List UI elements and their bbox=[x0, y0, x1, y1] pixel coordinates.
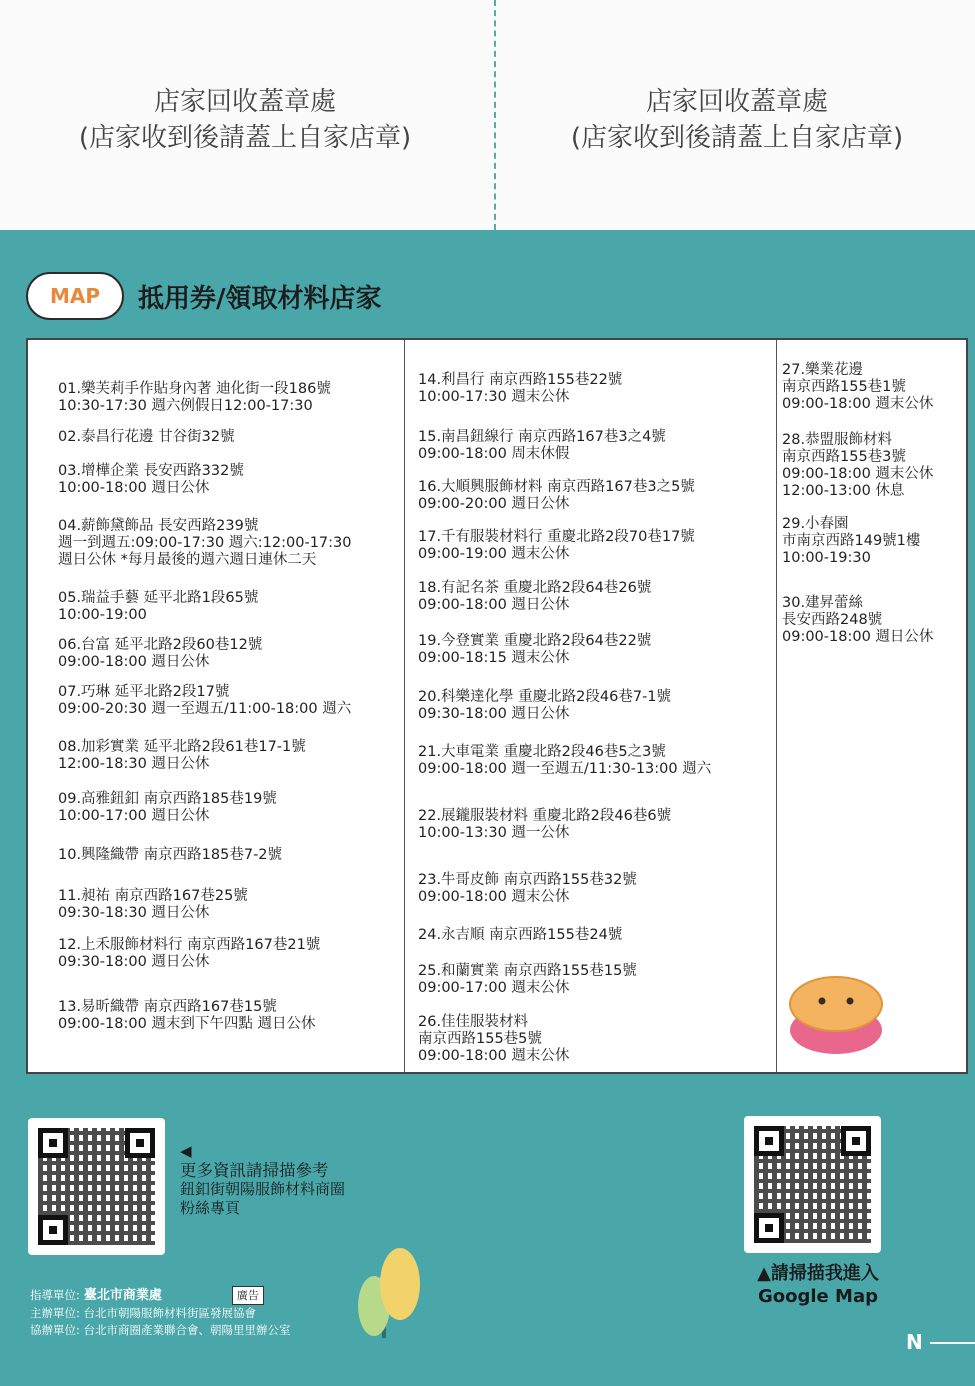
google-map-qr-code[interactable] bbox=[744, 1116, 881, 1253]
store-name: 07.巧琳 延平北路2段17號 bbox=[58, 684, 230, 700]
store-item bbox=[418, 808, 671, 842]
store-item bbox=[418, 872, 637, 906]
store-hours: 09:00-18:00 週一至週五/11:30-13:00 週六 bbox=[418, 761, 712, 777]
store-name: 17.千有服裝材料行 重慶北路2段70巷17號 bbox=[418, 529, 695, 545]
store-name: 08.加彩實業 延平北路2段61巷17-1號 bbox=[58, 739, 306, 755]
store-address: 南京西路155巷5號 bbox=[418, 1031, 542, 1047]
store-item bbox=[418, 1014, 569, 1065]
store-item bbox=[418, 429, 666, 463]
store-item bbox=[58, 888, 248, 922]
store-item bbox=[58, 463, 244, 497]
store-hours: 09:00-18:00 週末公休 bbox=[418, 1048, 570, 1064]
qr-finder bbox=[841, 1126, 871, 1156]
page-marker-line bbox=[930, 1342, 975, 1344]
facebook-qr-code[interactable] bbox=[28, 1118, 165, 1255]
stamp-note: (店家收到後請蓋上自家店章) bbox=[570, 123, 904, 153]
store-address: 南京西路155巷1號 bbox=[782, 379, 906, 395]
store-name: 14.利昌行 南京西路155巷22號 bbox=[418, 372, 623, 388]
perforation-line bbox=[494, 0, 496, 230]
store-item bbox=[418, 927, 622, 944]
qr-finder bbox=[38, 1128, 68, 1158]
store-name: 26.佳佳服裝材料 bbox=[418, 1014, 529, 1030]
store-item bbox=[58, 429, 235, 446]
more-info-line: 粉絲專頁 bbox=[180, 1199, 241, 1217]
stamp-note: (店家收到後請蓋上自家店章) bbox=[78, 123, 412, 153]
store-hours: 10:00-17:30 週末公休 bbox=[418, 389, 570, 405]
store-item bbox=[418, 744, 711, 778]
store-item bbox=[58, 590, 258, 624]
store-address: 長安西路248號 bbox=[782, 612, 883, 628]
credits-block bbox=[30, 1286, 291, 1339]
store-name: 03.增樺企業 長安西路332號 bbox=[58, 463, 244, 479]
map-badge: MAP bbox=[26, 272, 124, 320]
store-name: 23.牛哥皮飾 南京西路155巷32號 bbox=[418, 872, 637, 888]
button-hole bbox=[847, 998, 854, 1005]
store-hours: 09:00-20:30 週一至週五/11:00-18:00 週六 bbox=[58, 701, 352, 717]
qr-finder bbox=[754, 1126, 784, 1156]
stamp-box-right bbox=[522, 84, 952, 156]
store-hours: 10:00-13:30 週一公休 bbox=[418, 825, 570, 841]
store-hours: 10:00-19:00 bbox=[58, 607, 147, 623]
store-name: 28.恭盟服飾材料 bbox=[782, 432, 893, 448]
store-name: 19.今登實業 重慶北路2段64巷22號 bbox=[418, 633, 652, 649]
store-item bbox=[58, 847, 282, 864]
column-divider bbox=[776, 340, 777, 1072]
left-arrow-icon: ◀ bbox=[180, 1142, 192, 1160]
store-name: 25.和蘭實業 南京西路155巷15號 bbox=[418, 963, 637, 979]
store-name: 01.樂芙莉手作貼身內著 迪化街一段186號 bbox=[58, 381, 331, 397]
store-hours: 09:00-17:00 週末公休 bbox=[418, 980, 570, 996]
store-hours: 10:00-18:00 週日公休 bbox=[58, 480, 210, 496]
qr-finder bbox=[125, 1128, 155, 1158]
store-hours: 09:30-18:00 週日公休 bbox=[418, 706, 570, 722]
store-hours: 09:00-18:00 週末到下午四點 週日公休 bbox=[58, 1016, 316, 1032]
store-address: 南京西路155巷3號 bbox=[782, 449, 906, 465]
store-name: 12.上禾服飾材料行 南京西路167巷21號 bbox=[58, 937, 321, 953]
more-info-line: 更多資訊請掃描參考 bbox=[180, 1161, 329, 1180]
tree-foliage bbox=[380, 1248, 420, 1320]
store-hours: 09:00-18:00 週日公休 bbox=[418, 597, 570, 613]
google-map-line: Google Map bbox=[758, 1286, 878, 1307]
stamp-title: 店家回收蓋章處 bbox=[645, 87, 828, 117]
store-hours: 10:00-19:30 bbox=[782, 550, 871, 566]
column-divider bbox=[404, 340, 405, 1072]
store-item bbox=[418, 689, 671, 723]
store-name: 30.建昇蕾絲 bbox=[782, 595, 864, 611]
store-item bbox=[58, 791, 277, 825]
store-item bbox=[58, 637, 262, 671]
store-name: 22.展鑨服裝材料 重慶北路2段46巷6號 bbox=[418, 808, 672, 824]
page-marker: N bbox=[906, 1330, 923, 1354]
store-name: 21.大車電業 重慶北路2段46巷5之3號 bbox=[418, 744, 666, 760]
store-item bbox=[58, 937, 320, 971]
store-item bbox=[418, 372, 622, 406]
store-item bbox=[782, 362, 933, 413]
store-item bbox=[58, 684, 351, 718]
guide-label: 指導單位: bbox=[30, 1288, 80, 1302]
store-item bbox=[782, 432, 933, 500]
credits-host-row: 主辦單位: 台北市朝陽服飾材料街區發展協會 bbox=[30, 1306, 257, 1320]
ad-label: 廣告 bbox=[232, 1286, 264, 1305]
section-title: 抵用券/領取材料店家 bbox=[138, 284, 382, 314]
orange-button-shape bbox=[790, 977, 882, 1031]
store-item bbox=[418, 529, 695, 563]
store-hours: 週一到週五:09:00-17:30 週六:12:00-17:30 bbox=[58, 535, 352, 551]
store-name: 10.興隆織帶 南京西路185巷7-2號 bbox=[58, 847, 283, 863]
store-name: 27.樂業花邊 bbox=[782, 362, 864, 378]
store-hours: 09:00-18:00 週末公休 bbox=[782, 396, 934, 412]
store-item bbox=[58, 518, 352, 569]
store-hours: 09:00-20:00 週日公休 bbox=[418, 496, 570, 512]
store-note: 週日公休 *每月最後的週六週日連休二天 bbox=[58, 552, 317, 568]
google-map-line: ▲請掃描我進入 bbox=[757, 1263, 879, 1284]
google-map-caption bbox=[730, 1262, 906, 1308]
taipei-commerce-logo: 臺北市商業處 bbox=[83, 1288, 162, 1303]
buttons-illustration bbox=[784, 964, 894, 1064]
store-name: 13.易昕織帶 南京西路167巷15號 bbox=[58, 999, 277, 1015]
store-name: 04.薪飾黛飾品 長安西路239號 bbox=[58, 518, 259, 534]
tree-illustration bbox=[352, 1244, 428, 1340]
store-item bbox=[418, 479, 695, 513]
store-name: 06.台富 延平北路2段60巷12號 bbox=[58, 637, 263, 653]
stamp-box-left bbox=[30, 84, 460, 156]
store-hours: 09:00-18:00 週末公休 bbox=[418, 889, 570, 905]
store-name: 18.有記名茶 重慶北路2段64巷26號 bbox=[418, 580, 652, 596]
store-name: 11.昶祐 南京西路167巷25號 bbox=[58, 888, 248, 904]
store-hours: 09:30-18:30 週日公休 bbox=[58, 905, 210, 921]
store-name: 02.泰昌行花邊 甘谷街32號 bbox=[58, 429, 235, 445]
store-item bbox=[58, 739, 306, 773]
store-hours: 09:00-18:00 週末公休 bbox=[782, 466, 934, 482]
store-hours: 09:30-18:00 週日公休 bbox=[58, 954, 210, 970]
store-item bbox=[418, 963, 637, 997]
store-hours: 09:00-18:15 週末公休 bbox=[418, 650, 570, 666]
qr-finder bbox=[38, 1215, 68, 1245]
store-hours: 10:00-17:00 週日公休 bbox=[58, 808, 210, 824]
store-name: 16.大順興服飾材料 南京西路167巷3之5號 bbox=[418, 479, 695, 495]
store-list-panel bbox=[26, 338, 968, 1074]
coupon-stub-area bbox=[0, 0, 975, 230]
store-name: 24.永吉順 南京西路155巷24號 bbox=[418, 927, 623, 943]
store-address: 市南京西路149號1樓 bbox=[782, 533, 921, 549]
store-item bbox=[418, 633, 651, 667]
store-name: 05.瑞益手藝 延平北路1段65號 bbox=[58, 590, 259, 606]
store-hours: 09:00-18:00 周末休假 bbox=[418, 446, 570, 462]
store-item bbox=[782, 595, 933, 646]
store-item bbox=[418, 580, 651, 614]
credits-guide-row bbox=[30, 1286, 291, 1305]
button-hole bbox=[819, 998, 826, 1005]
store-name: 09.高雅鈕釦 南京西路185巷19號 bbox=[58, 791, 277, 807]
store-hours: 12:00-18:30 週日公休 bbox=[58, 756, 210, 772]
store-item bbox=[782, 516, 920, 567]
stamp-title: 店家回收蓋章處 bbox=[153, 87, 336, 117]
store-hours: 09:00-18:00 週日公休 bbox=[782, 629, 934, 645]
more-info-line: 鈕釦街朝陽服飾材料商圈 bbox=[180, 1180, 346, 1198]
store-name: 20.科樂達化學 重慶北路2段46巷7-1號 bbox=[418, 689, 672, 705]
store-name: 29.小春園 bbox=[782, 516, 849, 532]
store-break: 12:00-13:00 休息 bbox=[782, 483, 905, 499]
store-item bbox=[58, 999, 316, 1033]
credits-co-row: 協辦單位: 台北市商圈產業聯合會、朝陽里里辦公室 bbox=[30, 1323, 291, 1337]
store-hours: 09:00-19:00 週末公休 bbox=[418, 546, 570, 562]
store-hours: 10:30-17:30 週六例假日12:00-17:30 bbox=[58, 398, 313, 414]
store-name: 15.南昌鈕線行 南京西路167巷3之4號 bbox=[418, 429, 666, 445]
qr-finder bbox=[754, 1213, 784, 1243]
store-item bbox=[58, 381, 331, 415]
more-info-text bbox=[180, 1142, 345, 1218]
store-hours: 09:00-18:00 週日公休 bbox=[58, 654, 210, 670]
